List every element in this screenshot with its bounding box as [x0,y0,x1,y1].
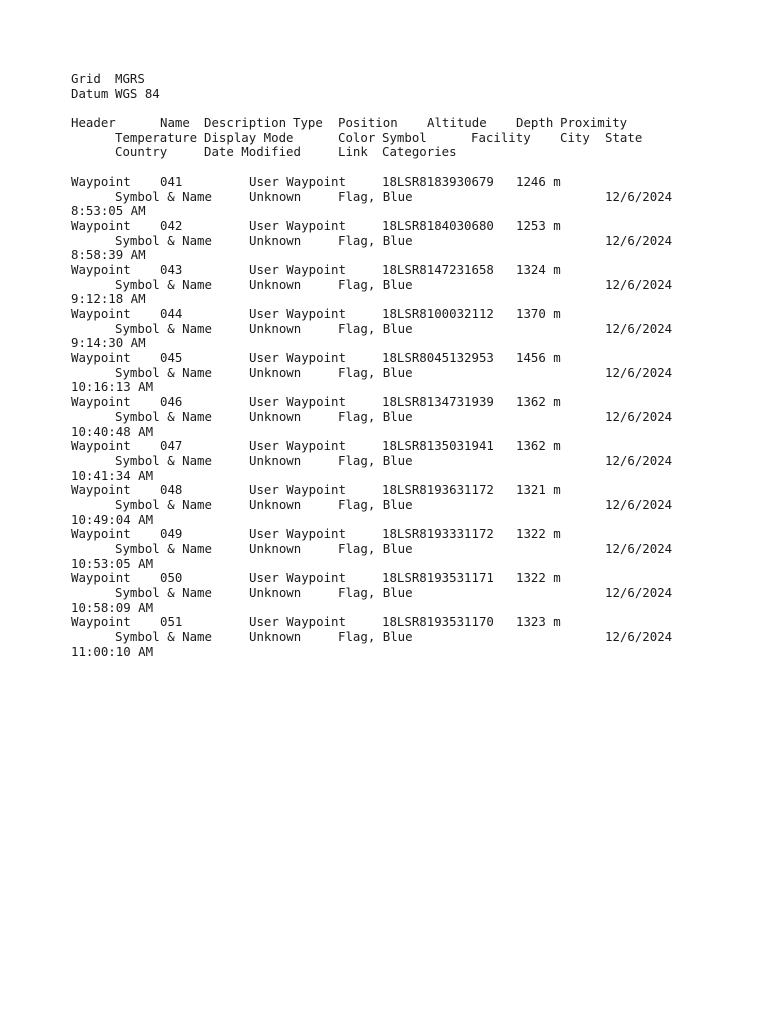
waypoint-line-1 [71,263,711,278]
header-row-1 [71,116,711,131]
waypoint-symbol: Flag, Blue [338,276,413,292]
waypoint-line-2 [71,278,711,293]
waypoint-name: 046 [160,394,183,410]
waypoint-display-mode: Symbol & Name [115,320,212,336]
waypoint-line-2 [71,586,711,601]
waypoint-color: Unknown [249,188,302,204]
waypoint-record [71,527,711,571]
waypoint-position: 18LSR8147231658 [382,261,494,277]
waypoint-display-mode: Symbol & Name [115,408,212,424]
waypoint-line-1 [71,307,711,322]
header-col-altitude: Altitude [427,115,487,131]
header-col-city: City [560,129,590,145]
waypoint-date: 12/6/2024 [605,232,673,248]
waypoint-display-mode: Symbol & Name [115,541,212,556]
datum-label: Datum [71,85,109,101]
datum-line [71,87,711,102]
waypoint-record [71,175,711,219]
waypoint-altitude: 1362 m [516,394,561,410]
waypoint-header: Waypoint [71,438,131,454]
waypoint-line-3 [71,292,711,307]
waypoint-time: 10:16:13 AM [71,379,154,395]
header-col-date-modified: Date Modified [204,144,301,160]
header-col-position: Position [338,115,398,131]
waypoint-display-mode: Symbol & Name [115,364,212,380]
waypoint-symbol: Flag, Blue [338,585,413,601]
waypoint-line-3 [71,204,711,219]
waypoint-line-3 [71,513,711,528]
waypoint-line-2 [71,366,711,381]
waypoint-line-2 [71,190,711,205]
waypoint-type: User Waypoint [249,306,346,321]
waypoint-line-2 [71,454,711,469]
grid-label: Grid [71,71,101,86]
waypoint-line-3 [71,248,711,263]
header-col-temperature: Temperature [115,129,198,145]
waypoint-name: 045 [160,350,183,366]
waypoint-line-3 [71,425,711,440]
header-col-depth: Depth [516,115,554,131]
waypoint-type: User Waypoint [249,173,346,189]
waypoint-time: 10:41:34 AM [71,467,154,483]
waypoint-line-1 [71,439,711,454]
waypoint-date: 12/6/2024 [605,629,673,645]
waypoint-position: 18LSR8100032112 [382,306,494,321]
waypoint-line-1 [71,483,711,498]
waypoint-record [71,219,711,263]
waypoint-header: Waypoint [71,482,131,498]
header-row-3 [71,145,711,160]
waypoint-line-2 [71,322,711,337]
header-col-proximity: Proximity [560,115,628,131]
waypoint-symbol: Flag, Blue [338,364,413,380]
header-col-display-mode: Display Mode [204,129,294,145]
waypoint-record [71,483,711,527]
waypoint-line-2 [71,542,711,557]
waypoint-color: Unknown [249,452,302,468]
waypoint-symbol: Flag, Blue [338,629,413,645]
waypoint-line-3 [71,469,711,484]
waypoint-display-mode: Symbol & Name [115,496,212,512]
waypoint-position: 18LSR8193531171 [382,570,494,586]
waypoint-color: Unknown [249,541,302,556]
waypoint-line-2 [71,234,711,249]
waypoint-record [71,351,711,395]
waypoint-line-1 [71,527,711,542]
waypoint-color: Unknown [249,232,302,248]
waypoint-symbol: Flag, Blue [338,408,413,424]
waypoint-line-1 [71,571,711,586]
header-col-country: Country [115,144,168,160]
waypoint-name: 041 [160,173,183,189]
waypoint-header: Waypoint [71,306,131,321]
waypoint-color: Unknown [249,320,302,336]
header-col-color: Color [338,129,376,145]
waypoint-altitude: 1322 m [516,570,561,586]
waypoint-record [71,571,711,615]
waypoint-time: 10:40:48 AM [71,423,154,439]
waypoint-color: Unknown [249,585,302,601]
waypoint-color: Unknown [249,629,302,645]
header-col-link: Link [338,144,368,160]
waypoint-header: Waypoint [71,570,131,586]
waypoint-line-2 [71,410,711,425]
datum-value: WGS 84 [115,85,160,101]
waypoint-symbol: Flag, Blue [338,452,413,468]
waypoint-altitude: 1246 m [516,173,561,189]
waypoint-time: 8:58:39 AM [71,247,146,263]
waypoint-name: 044 [160,306,183,321]
waypoint-header: Waypoint [71,217,131,233]
waypoint-header: Waypoint [71,526,131,542]
waypoint-line-3 [71,645,711,660]
waypoint-date: 12/6/2024 [605,541,673,556]
waypoint-name: 050 [160,570,183,586]
waypoint-header: Waypoint [71,394,131,410]
waypoint-altitude: 1324 m [516,261,561,277]
waypoint-line-2 [71,630,711,645]
waypoint-line-1 [71,395,711,410]
waypoint-line-2 [71,498,711,513]
waypoint-position: 18LSR8134731939 [382,394,494,410]
waypoint-type: User Waypoint [249,217,346,233]
waypoint-color: Unknown [249,496,302,512]
waypoint-line-3 [71,601,711,616]
waypoint-date: 12/6/2024 [605,408,673,424]
waypoint-name: 047 [160,438,183,454]
waypoint-line-3 [71,380,711,395]
header-col-header: Header [71,115,116,131]
waypoint-color: Unknown [249,364,302,380]
waypoint-time: 11:00:10 AM [71,643,154,659]
waypoint-date: 12/6/2024 [605,585,673,601]
waypoint-line-1 [71,351,711,366]
header-col-categories: Categories [382,144,457,160]
waypoint-line-1 [71,219,711,234]
waypoint-position: 18LSR8193331172 [382,526,494,542]
waypoint-line-3 [71,336,711,351]
header-col-type: Type [293,115,323,131]
waypoint-time: 9:14:30 AM [71,335,146,351]
waypoint-list [71,175,711,660]
header-col-facility: Facility [471,129,531,145]
waypoint-display-mode: Symbol & Name [115,452,212,468]
waypoint-name: 043 [160,261,183,277]
waypoint-name: 048 [160,482,183,498]
waypoint-record [71,307,711,351]
waypoint-position: 18LSR8193531170 [382,614,494,630]
waypoint-time: 8:53:05 AM [71,203,146,219]
header-col-description: Description [204,115,287,131]
waypoint-date: 12/6/2024 [605,188,673,204]
waypoint-type: User Waypoint [249,482,346,498]
waypoint-display-mode: Symbol & Name [115,629,212,645]
waypoint-header: Waypoint [71,614,131,630]
waypoint-header: Waypoint [71,261,131,277]
waypoint-date: 12/6/2024 [605,320,673,336]
waypoint-time: 10:53:05 AM [71,555,154,571]
waypoint-symbol: Flag, Blue [338,496,413,512]
waypoint-symbol: Flag, Blue [338,320,413,336]
waypoint-display-mode: Symbol & Name [115,188,212,204]
waypoint-header: Waypoint [71,350,131,366]
waypoint-date: 12/6/2024 [605,452,673,468]
waypoint-time: 9:12:18 AM [71,291,146,307]
header-col-name: Name [160,115,190,131]
waypoint-header: Waypoint [71,173,131,189]
waypoint-line-3 [71,557,711,572]
grid-line [71,72,711,87]
waypoint-color: Unknown [249,408,302,424]
waypoint-date: 12/6/2024 [605,364,673,380]
waypoint-symbol: Flag, Blue [338,541,413,556]
waypoint-position: 18LSR8135031941 [382,438,494,454]
waypoint-position: 18LSR8184030680 [382,217,494,233]
waypoint-altitude: 1322 m [516,526,561,542]
waypoint-line-1 [71,175,711,190]
waypoint-altitude: 1253 m [516,217,561,233]
waypoint-line-1 [71,615,711,630]
waypoint-altitude: 1362 m [516,438,561,454]
waypoint-type: User Waypoint [249,614,346,630]
waypoint-type: User Waypoint [249,438,346,454]
waypoint-type: User Waypoint [249,261,346,277]
waypoint-altitude: 1321 m [516,482,561,498]
grid-value: MGRS [115,71,145,86]
waypoint-time: 10:49:04 AM [71,511,154,527]
header-col-symbol: Symbol [382,129,427,145]
waypoint-color: Unknown [249,276,302,292]
waypoint-time: 10:58:09 AM [71,599,154,615]
waypoint-position: 18LSR8045132953 [382,350,494,366]
waypoint-display-mode: Symbol & Name [115,276,212,292]
waypoint-altitude: 1370 m [516,306,561,321]
waypoint-document [71,72,711,660]
waypoint-name: 049 [160,526,183,542]
waypoint-position: 18LSR8193631172 [382,482,494,498]
waypoint-type: User Waypoint [249,570,346,586]
header-row-2 [71,131,711,146]
waypoint-altitude: 1323 m [516,614,561,630]
waypoint-symbol: Flag, Blue [338,232,413,248]
waypoint-position: 18LSR8183930679 [382,173,494,189]
waypoint-altitude: 1456 m [516,350,561,366]
waypoint-display-mode: Symbol & Name [115,232,212,248]
header-col-state: State [605,129,643,145]
waypoint-record [71,615,711,659]
waypoint-record [71,263,711,307]
waypoint-type: User Waypoint [249,526,346,542]
waypoint-record [71,439,711,483]
waypoint-date: 12/6/2024 [605,496,673,512]
waypoint-symbol: Flag, Blue [338,188,413,204]
waypoint-record [71,395,711,439]
waypoint-type: User Waypoint [249,350,346,366]
waypoint-name: 051 [160,614,183,630]
waypoint-type: User Waypoint [249,394,346,410]
waypoint-name: 042 [160,217,183,233]
waypoint-display-mode: Symbol & Name [115,585,212,601]
waypoint-date: 12/6/2024 [605,276,673,292]
